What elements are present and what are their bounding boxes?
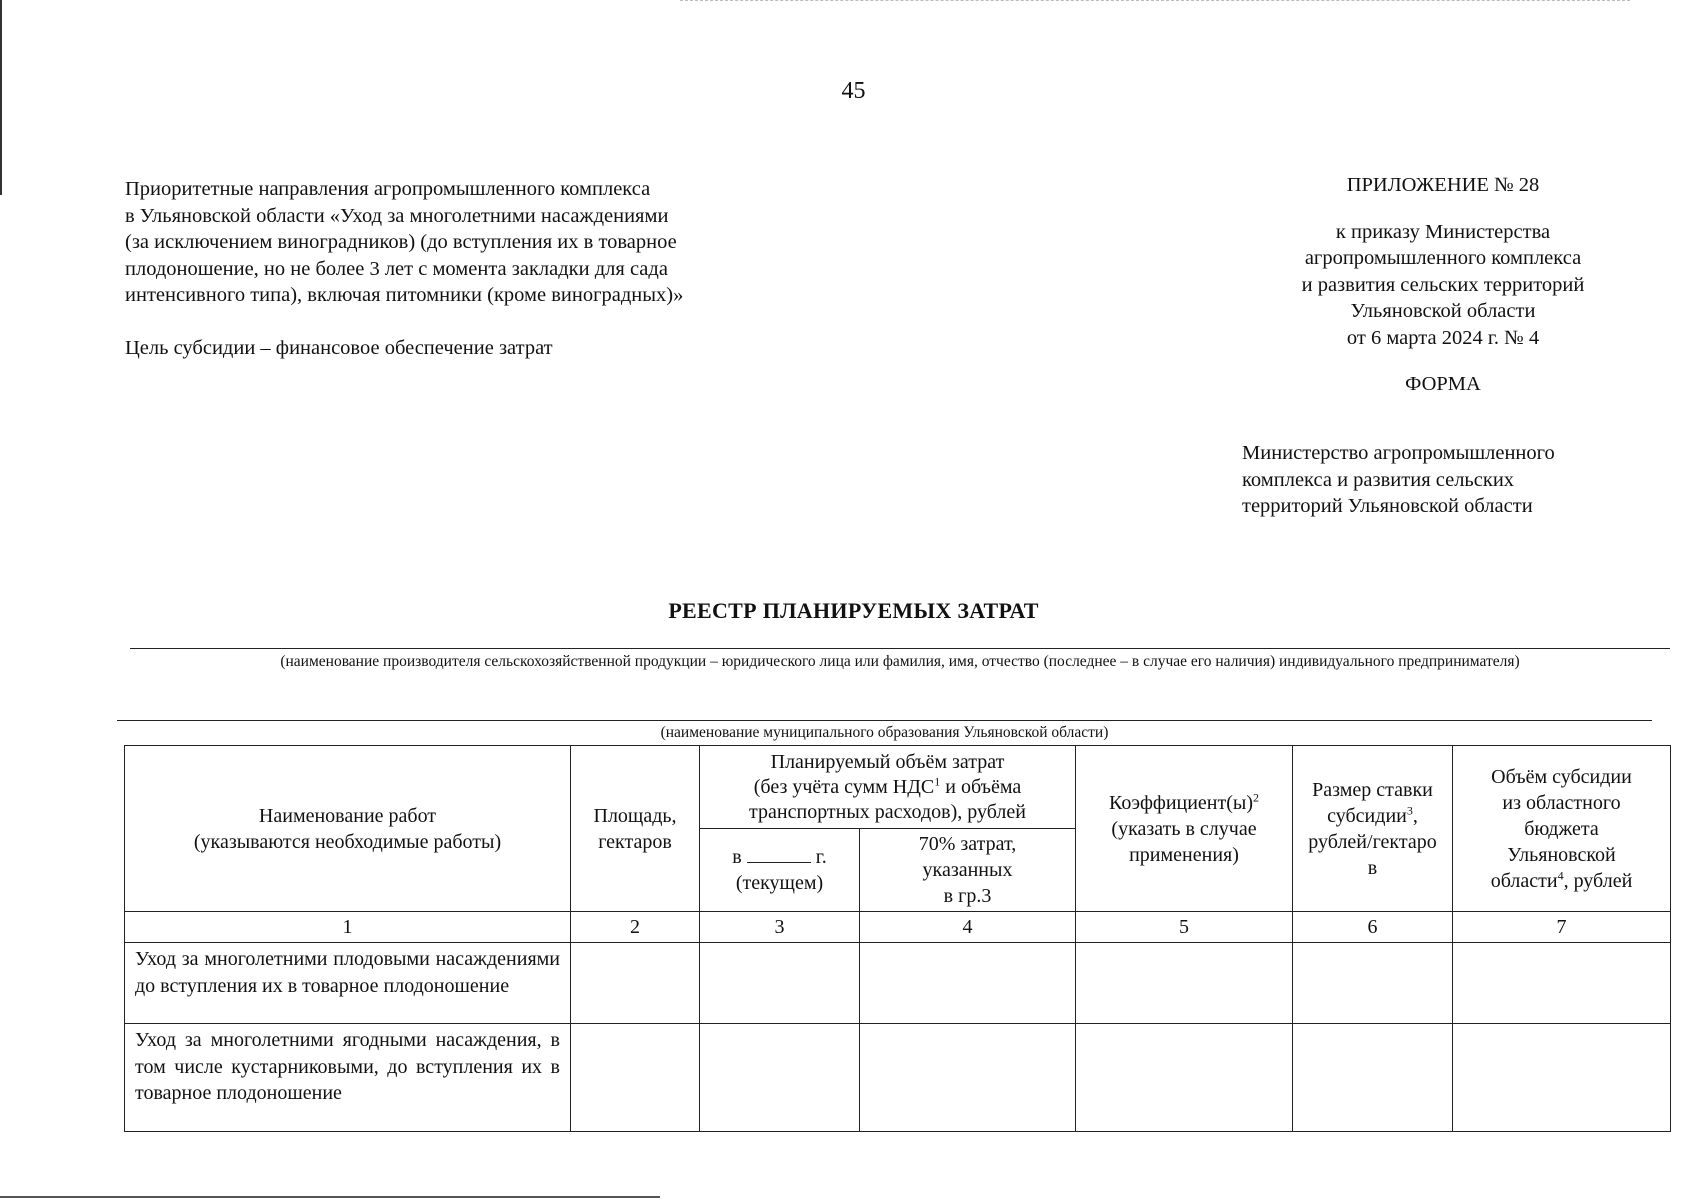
priority-line: плодоношение, но не более 3 лет с момента закладки для сада bbox=[125, 257, 668, 280]
column-number: 6 bbox=[1293, 912, 1453, 943]
work-name-cell: Уход за многолетними плодовыми насаждениями до вступления их в товарное плодоношение bbox=[125, 943, 571, 1024]
header-current-year: в г. (текущем) bbox=[700, 829, 860, 912]
appendix-line: и развития сельских территорий bbox=[1301, 273, 1585, 296]
appendix-line: Ульяновской области bbox=[1350, 300, 1536, 322]
producer-fill-line bbox=[130, 648, 1670, 649]
empty-cell bbox=[1293, 1024, 1453, 1132]
empty-cell bbox=[700, 1024, 860, 1132]
header-area: Площадь, гектаров bbox=[571, 746, 700, 912]
empty-cell bbox=[860, 1024, 1076, 1132]
ministry-line: Министерство агропромышленного bbox=[1242, 442, 1555, 464]
page-number: 45 bbox=[841, 78, 866, 104]
header-coefficient: $Коэффициент(ы)^2$ (указать в случае применения) bbox=[1076, 746, 1293, 912]
empty-cell bbox=[571, 1024, 700, 1132]
column-number: 5 bbox=[1076, 912, 1293, 943]
empty-cell bbox=[571, 943, 700, 1024]
ministry-line: комплекса и развития сельских bbox=[1242, 468, 1515, 491]
priority-line: Приоритетные направления агропромышленного комплекса bbox=[125, 178, 651, 200]
appendix-title: ПРИЛОЖЕНИЕ № 28 bbox=[1346, 174, 1540, 196]
ministry-addressee bbox=[1242, 440, 1682, 520]
header-seventy-percent: 70% затрат, указанных в гр.3 bbox=[860, 829, 1076, 912]
column-number: 1 bbox=[125, 912, 571, 943]
municipality-caption: (наименование муниципального образования Ульяновской области) bbox=[660, 724, 1109, 741]
header-rate: Размер ставки субсидии$^3$, рублей/гектаро в bbox=[1293, 746, 1453, 912]
header-works: Наименование работ (указываются необходимые работы) bbox=[125, 746, 571, 912]
work-name-cell: Уход за многолетними ягодными насаждения, в том числе кустарниковыми, до вступления их в товарное плодоношение bbox=[125, 1024, 571, 1132]
column-number: 2 bbox=[571, 912, 700, 943]
header-subsidy-volume: Объём субсидии из областного бюджета Ульяновской области$^4$, рублей bbox=[1453, 746, 1671, 912]
empty-cell bbox=[1076, 943, 1293, 1024]
year-blank bbox=[747, 848, 811, 863]
ministry-line: территорий Ульяновской области bbox=[1242, 495, 1533, 517]
priority-line: интенсивного типа), включая питомники (кроме виноградных)» bbox=[125, 284, 684, 306]
empty-cell bbox=[1453, 943, 1671, 1024]
empty-cell bbox=[1293, 943, 1453, 1024]
empty-cell bbox=[700, 943, 860, 1024]
column-number-row bbox=[125, 912, 1671, 943]
priority-line: (за исключением виноградников) (до вступления их в товарное bbox=[125, 231, 677, 253]
empty-cell bbox=[1076, 1024, 1293, 1132]
table-row bbox=[125, 1024, 1671, 1132]
appendix-block bbox=[1215, 172, 1671, 398]
header-planned-costs: Планируемый объём затрат (без учёта сумм НДС$^1$ и объёма транспортных расходов), рублей bbox=[700, 746, 1076, 829]
column-number: 7 bbox=[1453, 912, 1671, 943]
cost-register-table bbox=[124, 745, 1671, 1132]
priority-line: в Ульяновской области «Уход за многолетними насаждениями bbox=[125, 204, 669, 227]
priority-direction-block bbox=[125, 176, 825, 361]
producer-caption: (наименование производителя сельскохозяйственной продукции – юридического лица или фамилия, имя, отчество (последнее – в случае его наличия) индивидуального предпринимателя) bbox=[280, 653, 1520, 670]
document-title: РЕЕСТР ПЛАНИРУЕМЫХ ЗАТРАТ bbox=[668, 598, 1039, 623]
form-label: ФОРМА bbox=[1405, 373, 1481, 395]
column-number: 3 bbox=[700, 912, 860, 943]
appendix-line: агропромышленного комплекса bbox=[1304, 247, 1582, 269]
appendix-line: к приказу Министерства bbox=[1335, 220, 1551, 243]
column-number: 4 bbox=[860, 912, 1076, 943]
empty-cell bbox=[1453, 1024, 1671, 1132]
table-row bbox=[125, 943, 1671, 1024]
subsidy-goal: Цель субсидии – финансовое обеспечение затрат bbox=[125, 336, 553, 359]
appendix-line: от 6 марта 2024 г. № 4 bbox=[1346, 326, 1540, 349]
municipality-fill-line bbox=[117, 720, 1652, 721]
top-edge-rule bbox=[680, 0, 1630, 1]
empty-cell bbox=[860, 943, 1076, 1024]
bottom-edge-rule bbox=[0, 1196, 660, 1198]
